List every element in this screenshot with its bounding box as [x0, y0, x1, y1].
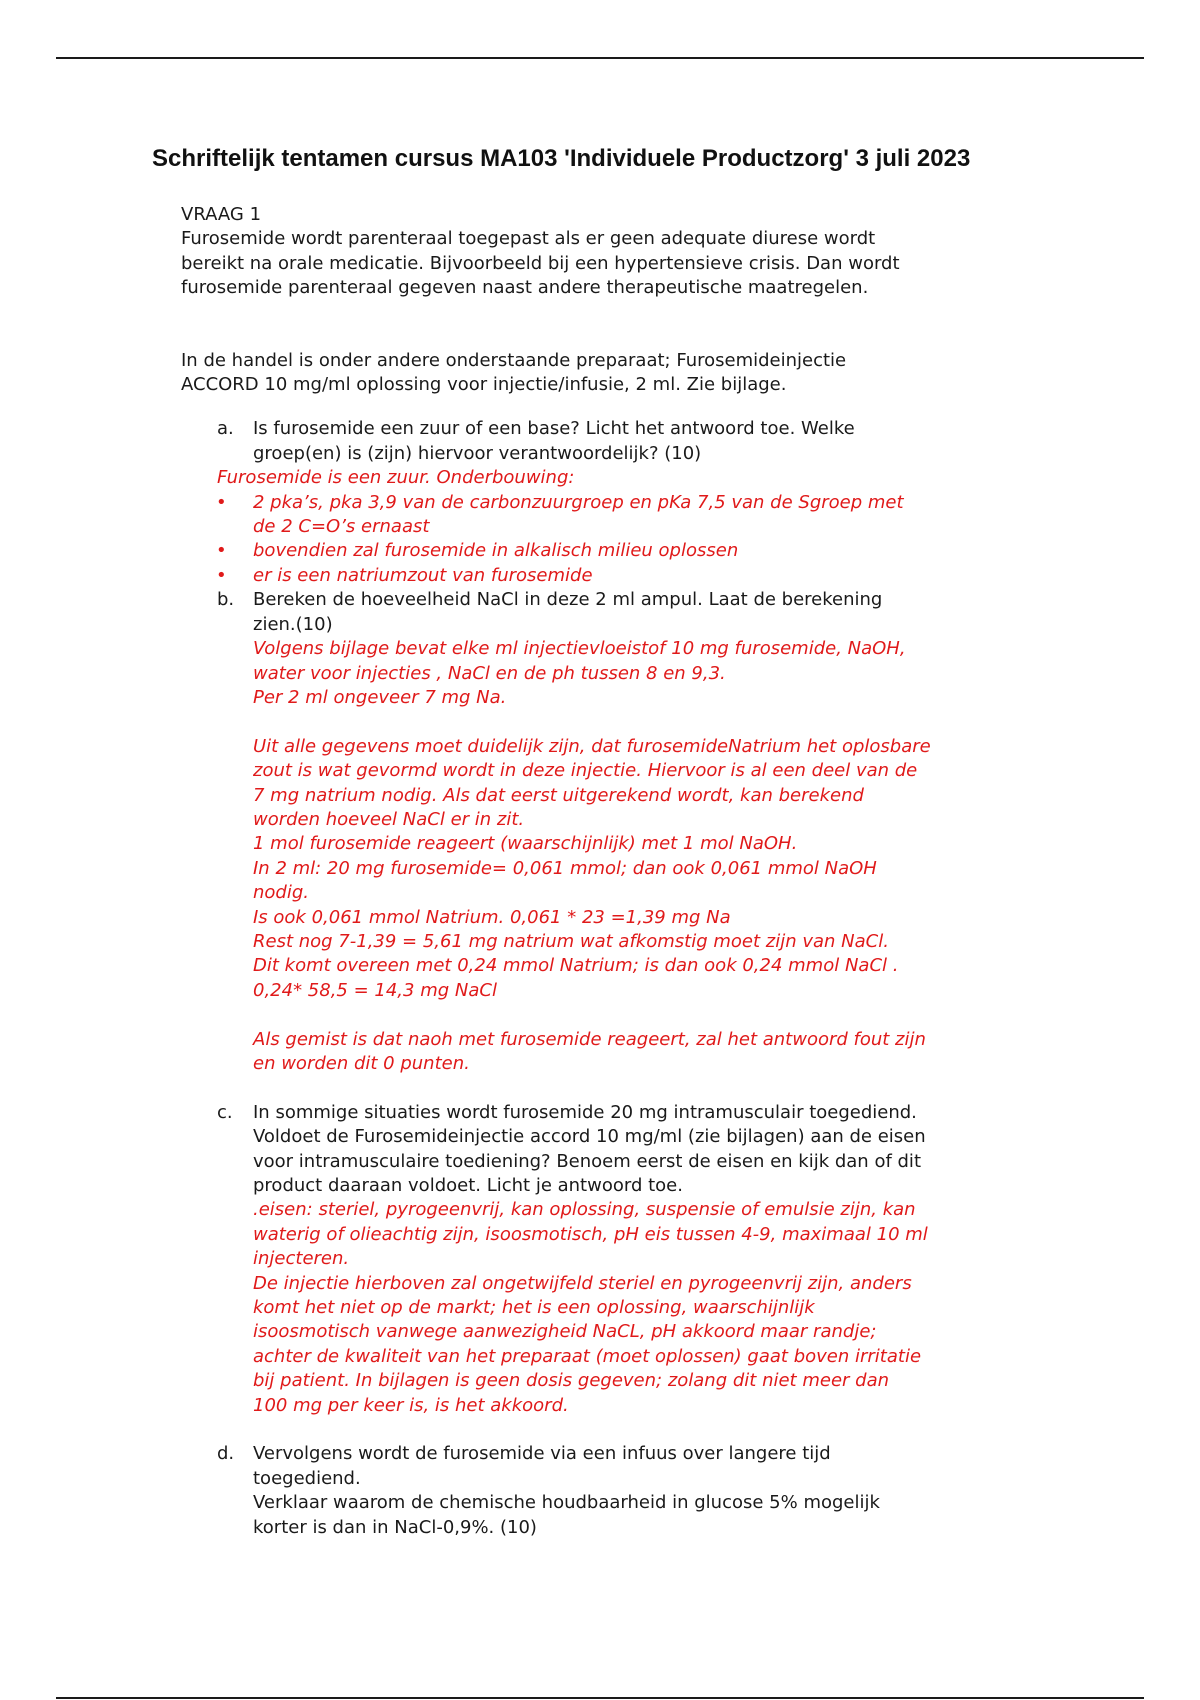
question-heading: VRAAG 1	[181, 204, 262, 225]
answer-line: water voor injecties , NaCl en de ph tussen 8 en 9,3.	[253, 662, 726, 684]
answer-line: Is ook 0,061 mmol Natrium. 0,061 * 23 =1,39 mg Na	[253, 906, 731, 928]
answer-line: Als gemist is dat naoh met furosemide reageert, zal het antwoord fout zijn	[253, 1028, 926, 1050]
answer-line: 0,24* 58,5 = 14,3 mg NaCl	[253, 979, 497, 1001]
question-line: zien.(10)	[253, 613, 333, 635]
bullet-line: bovendien zal furosemide in alkalisch milieu oplossen	[253, 540, 739, 562]
answer-line: achter de kwaliteit van het preparaat (moet oplossen) gaat boven irritatie	[253, 1345, 922, 1367]
answer-line: isoosmotisch vanwege aanwezigheid NaCL, pH akkoord maar randje;	[253, 1321, 877, 1343]
intro-line: Furosemide wordt parenteraal toegepast als er geen adequate diurese wordt	[181, 228, 876, 250]
preparation-line: ACCORD 10 mg/ml oplossing voor injectie/infusie, 2 ml. Zie bijlage.	[181, 374, 787, 396]
answer-line: De injectie hierboven zal ongetwijfeld steriel en pyrogeenvrij zijn, anders	[253, 1272, 912, 1294]
answer-line: bij patient. In bijlagen is geen dosis gegeven; zolang dit niet meer dan	[253, 1370, 890, 1392]
question-c	[181, 1101, 1061, 1199]
bullet-line: er is een natriumzout van furosemide	[253, 564, 593, 586]
bullet-dot: •	[216, 540, 227, 562]
bullet-dot: •	[216, 491, 227, 513]
question-line: groep(en) is (zijn) hiervoor verantwoordelijk? (10)	[253, 442, 702, 464]
question-letter: d.	[217, 1443, 235, 1465]
question-letter: a.	[217, 418, 234, 440]
exam-document	[181, 203, 1061, 1540]
question-line: toegediend.	[253, 1467, 361, 1489]
answer-line: waterig of olieachtig zijn, isoosmotisch, pH eis tussen 4-9, maximaal 10 ml	[253, 1223, 928, 1245]
answer-line: worden hoeveel NaCl er in zit.	[253, 808, 525, 830]
answer-bullet	[181, 564, 1061, 588]
answer-line: Dit komt overeen met 0,24 mmol Natrium; is dan ook 0,24 mmol NaCl .	[253, 955, 899, 977]
answer-line: Volgens bijlage bevat elke ml injectievloeistof 10 mg furosemide, NaOH,	[253, 638, 906, 660]
answer-bullet	[181, 539, 1061, 563]
question-line: Vervolgens wordt de furosemide via een infuus over langere tijd	[253, 1443, 831, 1465]
bullet-line: 2 pka’s, pka 3,9 van de carbonzuurgroep en pKa 7,5 van de Sgroep met	[253, 491, 904, 513]
answer-line: Furosemide is een zuur. Onderbouwing:	[217, 467, 575, 489]
question-b	[181, 588, 1061, 637]
question-line: Verklaar waarom de chemische houdbaarheid in glucose 5% mogelijk	[253, 1492, 880, 1514]
answer-line: 100 mg per keer is, is het akkoord.	[253, 1394, 569, 1416]
answer-line: en worden dit 0 punten.	[253, 1052, 470, 1074]
bullet-dot: •	[216, 564, 227, 586]
question-line: voor intramusculaire toediening? Benoem eerst de eisen en kijk dan of dit	[253, 1150, 921, 1172]
question-line: Voldoet de Furosemideinjectie accord 10 mg/ml (zie bijlagen) aan de eisen	[253, 1126, 926, 1148]
answer-line: Rest nog 7-1,39 = 5,61 mg natrium wat afkomstig moet zijn van NaCl.	[253, 930, 889, 952]
answer-line: Per 2 ml ongeveer 7 mg Na.	[253, 686, 507, 708]
answer-line: In 2 ml: 20 mg furosemide= 0,061 mmol; dan ook 0,061 mmol NaOH	[253, 857, 877, 879]
answer-c	[181, 1198, 1061, 1418]
question-line: korter is dan in NaCl-0,9%. (10)	[253, 1516, 537, 1538]
answer-line: nodig.	[253, 882, 309, 904]
intro-line: bereikt na orale medicatie. Bijvoorbeeld bij een hypertensieve crisis. Dan wordt	[181, 252, 900, 274]
answer-line: komt het niet op de markt; het is een oplossing, waarschijnlijk	[253, 1297, 815, 1319]
question-letter: c.	[217, 1101, 233, 1123]
answer-b-part1	[181, 637, 1061, 710]
answer-line: .eisen: steriel, pyrogeenvrij, kan oplossing, suspensie of emulsie zijn, kan	[253, 1199, 916, 1221]
question-line: In sommige situaties wordt furosemide 20 mg intramusculair toegediend.	[253, 1101, 917, 1123]
answer-b-part2	[181, 735, 1061, 1003]
intro-line: furosemide parenteraal gegeven naast andere therapeutische maatregelen.	[181, 277, 869, 299]
answer-b-part3	[181, 1028, 1061, 1077]
page-title: Schriftelijk tentamen cursus MA103 'Individuele Productzorg' 3 juli 2023	[152, 145, 971, 172]
top-rule	[56, 57, 1144, 59]
answer-line: 7 mg natrium nodig. Als dat eerst uitgerekend wordt, kan berekend	[253, 784, 864, 806]
preparation-line: In de handel is onder andere onderstaande preparaat; Furosemideinjectie	[181, 349, 847, 371]
bottom-rule	[56, 1697, 1144, 1699]
question-a	[181, 417, 1061, 466]
bullet-line: de 2 C=O’s ernaast	[253, 516, 430, 538]
answer-line: zout is wat gevormd wordt in deze injectie. Hiervoor is al een deel van de	[253, 760, 918, 782]
question-d	[181, 1442, 1061, 1540]
question-line: Is furosemide een zuur of een base? Licht het antwoord toe. Welke	[253, 418, 855, 440]
answer-line: injecteren.	[253, 1248, 350, 1270]
question-line: Bereken de hoeveelheid NaCl in deze 2 ml ampul. Laat de berekening	[253, 589, 883, 611]
question-line: product daaraan voldoet. Licht je antwoord toe.	[253, 1174, 683, 1196]
answer-bullet	[181, 491, 1061, 540]
answer-line: Uit alle gegevens moet duidelijk zijn, dat furosemideNatrium het oplosbare	[253, 735, 931, 757]
answer-line: 1 mol furosemide reageert (waarschijnlijk) met 1 mol NaOH.	[253, 833, 798, 855]
question-letter: b.	[217, 589, 235, 611]
